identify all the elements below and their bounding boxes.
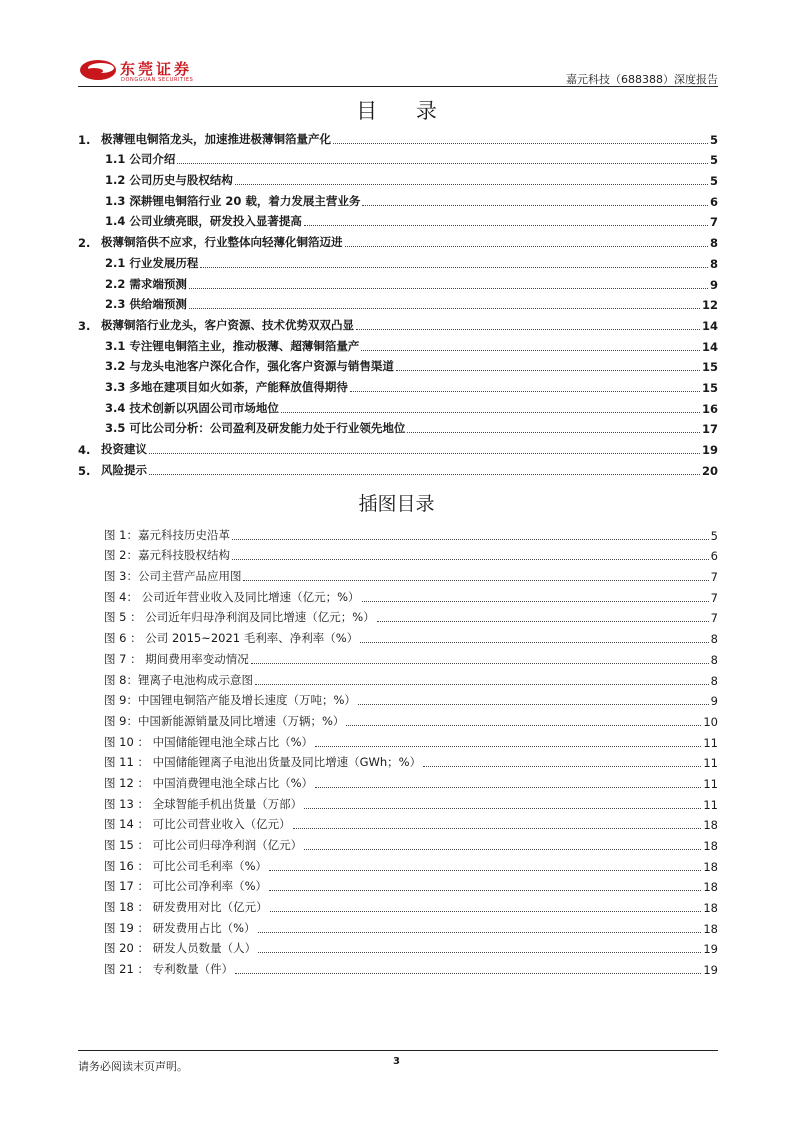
dot-leader xyxy=(304,808,701,809)
company-logo xyxy=(78,56,218,86)
toc-entry[interactable] xyxy=(78,231,718,252)
figure-entry[interactable] xyxy=(104,648,718,669)
figure-entry[interactable] xyxy=(104,855,718,876)
toc-entry-page: 5 xyxy=(709,153,718,168)
figure-entry[interactable] xyxy=(104,752,718,773)
toc-entry-page: 14 xyxy=(701,339,718,354)
toc-entry[interactable] xyxy=(78,149,718,170)
figure-entry-page: 8 xyxy=(710,652,718,667)
toc-entry[interactable] xyxy=(78,459,718,480)
figure-entry-page: 7 xyxy=(710,611,718,626)
figure-entry[interactable] xyxy=(104,958,718,979)
toc-entry-page: 5 xyxy=(709,174,718,189)
figure-entry-page: 11 xyxy=(703,776,718,791)
dot-leader xyxy=(423,766,701,767)
toc-entry-number: 5. xyxy=(78,463,91,478)
dot-leader xyxy=(281,412,700,413)
figure-entry-page: 11 xyxy=(703,797,718,812)
figure-entry[interactable] xyxy=(104,793,718,814)
figure-entry-label: 图 2：嘉元科技股权结构 xyxy=(104,548,230,563)
toc-entry-label: 2.2 需求端预测 xyxy=(105,276,187,291)
dot-leader xyxy=(407,432,700,433)
dot-leader xyxy=(243,580,708,581)
toc-entry-label: 3.2 与龙头电池客户深化合作，强化客户资源与销售渠道 xyxy=(105,359,394,374)
toc-entry-page: 15 xyxy=(701,360,718,375)
toc-entry-page: 5 xyxy=(709,132,718,147)
table-of-contents xyxy=(78,128,718,480)
figure-entry[interactable] xyxy=(104,545,718,566)
dot-leader xyxy=(255,684,709,685)
toc-entry-page: 19 xyxy=(701,443,718,457)
dot-leader xyxy=(396,370,700,371)
toc-entry[interactable] xyxy=(78,418,718,439)
dot-leader xyxy=(258,932,702,933)
dot-leader xyxy=(270,911,702,912)
toc-entry-label: 1.2 公司历史与股权结构 xyxy=(105,173,233,188)
toc-entry[interactable] xyxy=(78,169,718,190)
dot-leader xyxy=(189,308,700,309)
figure-entry[interactable] xyxy=(104,710,718,731)
figure-entry-page: 18 xyxy=(703,901,718,916)
figure-entry[interactable] xyxy=(104,938,718,959)
figure-entry-label: 图 8：锂离子电池构成示意图 xyxy=(104,672,253,687)
figure-entry-label: 图 10 ： 中国储能锂电池全球占比（%） xyxy=(104,734,314,749)
toc-entry[interactable] xyxy=(78,294,718,315)
dot-leader xyxy=(360,642,708,643)
figure-entry-page: 5 xyxy=(710,528,718,543)
toc-entry[interactable] xyxy=(78,356,718,377)
dot-leader xyxy=(251,663,709,664)
figure-entry[interactable] xyxy=(104,896,718,917)
toc-entry-number: 3. xyxy=(78,318,91,333)
toc-entry-label: 3.1 专注锂电铜箔主业，推动极薄、超薄铜箔量产 xyxy=(105,338,360,353)
figure-entry-page: 11 xyxy=(703,756,718,771)
figure-entry-page: 19 xyxy=(703,942,718,957)
logo-text: 东莞证券 xyxy=(120,60,193,78)
dot-leader xyxy=(350,391,700,392)
figure-entry-label: 图 12 ： 中国消费锂电池全球占比（%） xyxy=(104,775,314,790)
dot-leader xyxy=(149,453,700,454)
dot-leader xyxy=(362,601,709,602)
page-number: 3 xyxy=(393,1056,400,1067)
dot-leader xyxy=(293,828,702,829)
figure-entry-page: 8 xyxy=(710,673,718,688)
figure-entry[interactable] xyxy=(104,772,718,793)
figure-entry[interactable] xyxy=(104,834,718,855)
dot-leader xyxy=(346,725,701,726)
figure-entry-label: 图 11 ： 中国储能锂离子电池出货量及同比增速（GWh；%） xyxy=(104,755,422,770)
figure-entry-label: 图 4： 公司近年营业收入及同比增速（亿元；%） xyxy=(104,589,360,604)
dot-leader xyxy=(232,539,709,540)
figure-entry[interactable] xyxy=(104,565,718,586)
toc-title: 目 录 xyxy=(356,99,453,123)
dot-leader xyxy=(269,890,701,891)
toc-entry[interactable] xyxy=(78,252,718,273)
figure-entry-label: 图 5 ： 公司近年归母净利润及同比增速（亿元；%） xyxy=(104,610,375,625)
toc-entry-number: 4. xyxy=(78,443,91,457)
dot-leader xyxy=(235,973,701,974)
figure-entry-page: 18 xyxy=(703,921,718,936)
dot-leader xyxy=(356,329,700,330)
dot-leader xyxy=(149,474,700,475)
figure-entry-label: 图 1：嘉元科技历史沿革 xyxy=(104,527,230,542)
dot-leader xyxy=(315,746,701,747)
figure-entry-label: 图 16 ： 可比公司毛利率（%） xyxy=(104,858,268,873)
toc-entry-number: 1. xyxy=(78,132,91,147)
dot-leader xyxy=(177,163,708,164)
toc-entry-label: 投资建议 xyxy=(101,442,147,456)
toc-entry[interactable] xyxy=(78,273,718,294)
figure-entry-label: 图 9：中国锂电铜箔产能及增长速度（万吨；%） xyxy=(104,693,356,708)
figure-entry-page: 7 xyxy=(710,590,718,605)
dot-leader xyxy=(362,205,708,206)
header-divider xyxy=(78,86,718,87)
toc-entry[interactable] xyxy=(78,335,718,356)
figure-entry-page: 18 xyxy=(703,818,718,833)
report-title: 嘉元科技（688388）深度报告 xyxy=(566,73,718,86)
dot-leader xyxy=(304,225,708,226)
dot-leader xyxy=(235,184,708,185)
toc-entry-page: 20 xyxy=(701,463,718,478)
page-header xyxy=(78,52,718,88)
figure-entry[interactable] xyxy=(104,731,718,752)
toc-entry-label: 3.4 技术创新以巩固公司市场地位 xyxy=(105,400,279,415)
toc-entry-page: 9 xyxy=(709,277,718,292)
toc-entry[interactable] xyxy=(78,190,718,211)
figure-entry-label: 图 3：公司主营产品应用图 xyxy=(104,569,242,584)
toc-entry[interactable] xyxy=(78,211,718,232)
figure-entry[interactable] xyxy=(104,586,718,607)
dot-leader xyxy=(200,267,708,268)
dot-leader xyxy=(258,952,701,953)
logo-subtext: DONGGUAN SECURITIES xyxy=(121,77,194,83)
figure-entry-label: 图 18 ： 研发费用对比（亿元） xyxy=(104,900,268,915)
figure-entry-label: 图 19 ： 研发费用占比（%） xyxy=(104,920,256,935)
figure-entry-label: 图 20 ： 研发人员数量（人） xyxy=(104,941,257,956)
toc-entry-number: 2. xyxy=(78,236,91,251)
figure-entry-label: 图 7 ： 期间费用率变动情况 xyxy=(104,651,249,666)
figure-entry-page: 6 xyxy=(710,549,718,564)
toc-entry-page: 12 xyxy=(701,298,718,313)
figure-list-title: 插图目录 xyxy=(358,493,435,515)
figure-entry-label: 图 9：中国新能源销量及同比增速（万辆；%） xyxy=(104,713,345,728)
dot-leader xyxy=(315,787,701,788)
dot-leader xyxy=(189,288,708,289)
toc-entry-page: 7 xyxy=(709,215,718,230)
figure-entry-page: 19 xyxy=(703,963,718,978)
figure-entry-label: 图 13 ： 全球智能手机出货量（万部） xyxy=(104,796,303,811)
dot-leader xyxy=(304,849,701,850)
toc-entry-label: 1.4 公司业绩亮眼，研发投入显著提高 xyxy=(105,214,302,229)
figure-entry[interactable] xyxy=(104,876,718,897)
figure-list xyxy=(104,524,718,979)
toc-entry[interactable] xyxy=(78,314,718,335)
toc-entry[interactable] xyxy=(78,397,718,418)
toc-entry-page: 14 xyxy=(701,318,718,333)
dot-leader xyxy=(377,621,709,622)
toc-entry-page: 17 xyxy=(701,422,718,437)
figure-entry-page: 18 xyxy=(703,859,718,874)
toc-entry-label: 极薄铜箔行业龙头，客户资源、技术优势双双凸显 xyxy=(101,317,354,332)
toc-entry-page: 6 xyxy=(709,194,718,209)
figure-entry-page: 10 xyxy=(703,714,718,729)
figure-entry-label: 图 17 ： 可比公司净利率（%） xyxy=(104,879,268,894)
toc-entry-label: 风险提示 xyxy=(101,462,147,477)
toc-entry[interactable] xyxy=(78,438,718,459)
toc-entry-label: 极薄锂电铜箔龙头，加速推进极薄铜箔量产化 xyxy=(101,131,331,146)
toc-entry[interactable] xyxy=(78,128,718,149)
figure-entry[interactable] xyxy=(104,607,718,628)
footer-divider xyxy=(78,1050,718,1051)
toc-entry-label: 2.3 供给端预测 xyxy=(105,297,187,312)
dot-leader xyxy=(232,559,709,560)
figure-entry-label: 图 21 ： 专利数量（件） xyxy=(104,962,234,977)
logo-mark-icon xyxy=(78,56,118,84)
dot-leader xyxy=(361,350,700,351)
toc-entry-page: 8 xyxy=(709,236,718,251)
figure-entry-page: 11 xyxy=(703,735,718,750)
figure-entry-label: 图 6 ： 公司 2015~2021 毛利率、净利率（%） xyxy=(104,631,359,646)
toc-entry-label: 1.1 公司介绍 xyxy=(105,152,176,167)
figure-entry-page: 18 xyxy=(703,839,718,853)
toc-entry-label: 3.3 多地在建项目如火如荼，产能释放值得期待 xyxy=(105,379,348,394)
dot-leader xyxy=(358,704,709,705)
dot-leader xyxy=(269,870,701,871)
toc-entry-page: 8 xyxy=(709,256,718,271)
figure-entry[interactable] xyxy=(104,814,718,835)
toc-entry-label: 3.5 可比公司分析：公司盈利及研发能力处于行业领先地位 xyxy=(105,421,406,436)
toc-entry[interactable] xyxy=(78,376,718,397)
toc-entry-label: 极薄铜箔供不应求，行业整体向轻薄化铜箔迈进 xyxy=(101,235,343,250)
figure-entry-page: 8 xyxy=(710,632,718,647)
figure-entry-page: 7 xyxy=(710,570,718,585)
toc-entry-page: 15 xyxy=(701,380,718,395)
figure-entry[interactable] xyxy=(104,524,718,545)
toc-entry-page: 16 xyxy=(701,401,718,416)
figure-entry-label: 图 15 ： 可比公司归母净利润（亿元） xyxy=(104,838,303,852)
figure-entry-label: 图 14 ： 可比公司营业收入（亿元） xyxy=(104,817,291,832)
figure-entry[interactable] xyxy=(104,669,718,690)
footer-disclaimer: 请务必阅读末页声明。 xyxy=(78,1060,188,1073)
figure-entry-page: 18 xyxy=(703,880,718,895)
figure-entry[interactable] xyxy=(104,917,718,938)
dot-leader xyxy=(345,246,708,247)
figure-entry-page: 9 xyxy=(710,694,718,709)
toc-entry-label: 2.1 行业发展历程 xyxy=(105,255,199,270)
toc-entry-label: 1.3 深耕锂电铜箔行业 20 载，着力发展主营业务 xyxy=(105,193,361,208)
figure-entry[interactable] xyxy=(104,627,718,648)
figure-entry[interactable] xyxy=(104,690,718,711)
dot-leader xyxy=(333,143,708,144)
